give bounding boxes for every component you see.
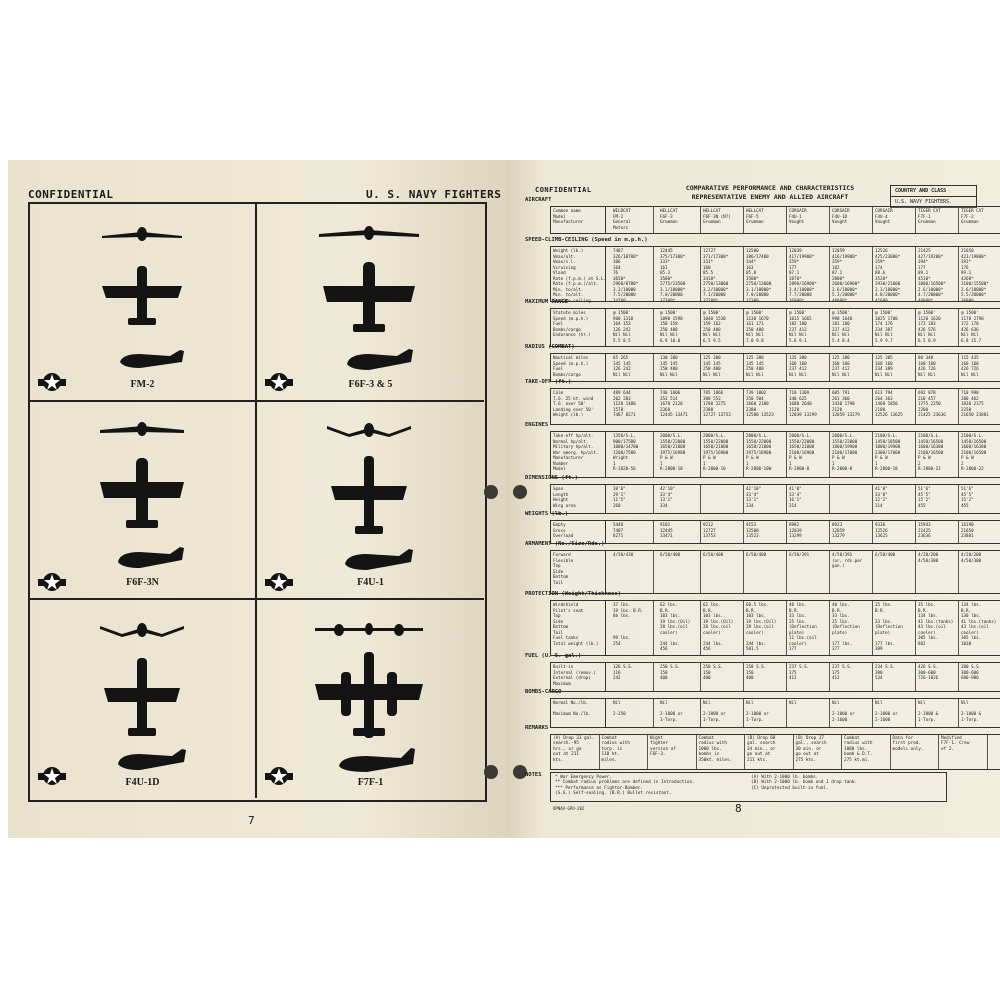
right-classification: CONFIDENTIAL: [535, 186, 592, 194]
table-cell: 4/50/430: [611, 551, 654, 593]
table-cell: 489 644 202 283 1120 1480 1570 7487 8271: [611, 389, 654, 424]
table-protection: [550, 600, 1000, 656]
comparison-title: [665, 184, 875, 202]
row-labels: Common name Model Manufacturer: [551, 207, 606, 233]
aircraft-label: F7F-1: [357, 777, 384, 788]
footer-code: OPNAV-GPO-282: [553, 806, 585, 811]
table-cell: 2100/S.L. 1450/16500 1600/16300 2100/16500 P & W 2 R-2800-22: [959, 432, 1000, 477]
table-aircraft: [550, 206, 1000, 234]
table-cell: HELLCAT F6F-3N (N?) Grumman: [701, 207, 744, 233]
table-cell: (B) Drop 68 gal. search 34 min., or go out at 211 kts.: [745, 735, 794, 769]
table-cell: 613 794 264 363 1460 1850 2100 12526 13625: [873, 389, 916, 424]
table-cell: 135 380 160 160 237 412 Nil Nil: [787, 354, 830, 381]
notes-right: (A) With 2-1000 lb. bombs. (B) With 2-1000 lb. bomb and 1 drop tank. (C) Unprotected built-in fuel.: [751, 775, 858, 791]
table-takeoff: [550, 388, 1000, 425]
table-cell: @ 1500' 1090 1590 158 158 250 400 Nil Nil 6.9 10.0: [658, 309, 701, 346]
silhouette-cell-f7f1: [257, 600, 484, 798]
table-cell: Data for first prod. models only.: [891, 735, 940, 769]
section-heading-notes: NOTES: [525, 772, 542, 778]
f4u1d-silhouettes: [30, 600, 255, 796]
table-cell: 6/50/400: [744, 551, 787, 593]
table-cell: 41'0" 33'4" 16'1" 314: [787, 485, 830, 513]
row-labels: Built-in Internal (remov.) External (drop) Maximum: [551, 663, 606, 691]
table-cell: Nil 2-1000 or 2-1600: [830, 699, 873, 727]
table-cell: 234 S.S. 300 534: [873, 663, 916, 691]
table-cell: Nil 2-1000 or 1-Torp.: [744, 699, 787, 727]
table-cell: 42'10" 33'4" 13'1" 334: [744, 485, 787, 513]
table-cell: 12500 386/17400 344* 163 85.0 3500* 2750/13000 3.1/10000* 7.0/20000 37300: [744, 247, 787, 301]
table-cell: 237 S.S. 175 412: [787, 663, 830, 691]
silhouette-cell-f4u1d: [30, 600, 257, 798]
table-cell: TIGER CAT F7F-2 Grumman: [959, 207, 1000, 233]
table-cell: @ 1500' 1025 1700 174 176 234 387 Nil Nil 5.9 9.7: [873, 309, 916, 346]
table-cell: @ 1500' 1040 1530 159 162 250 400 Nil Nil 6.5 9.5: [701, 309, 744, 346]
table-radius: [550, 353, 1000, 382]
table-cell: Combat radius with 1000 lbs. bomb & D.T. 275 kt.mi.: [842, 735, 891, 769]
aircraft-label: F4U-1D: [125, 777, 160, 788]
table-cell: 51'6" 45'5" 15'2" 455: [959, 485, 1000, 513]
section-heading-aircraft: AIRCRAFT: [525, 197, 552, 203]
title-line-1: COMPARATIVE PERFORMANCE AND CHARACTERISTICS: [685, 184, 855, 192]
notes-left: * War Emergency Power. ** Combat radius problems are defined in Introduction. *** Performance as Fighter-Bomber. (S.S.) Self-sealing. (B.R.) Bullet resistant.: [555, 775, 695, 797]
table-cell: 7487 326/10700* 306 164 76 3650* 2960/8700* 3.2/10000 7.5/20000 34700: [611, 247, 654, 301]
table-cell: 4/50/391 (or, rds.per gun.): [830, 551, 873, 593]
table-cell: 115 435 160 160 426 726 Nil Nil: [959, 354, 1000, 381]
table-cell: 740 1006 353 514 1670 2120 2360 12445 13471: [658, 389, 701, 424]
table-cell: 5448 7487 8271: [611, 521, 654, 543]
table-cell: 237 S.S. 175 412: [830, 663, 873, 691]
table-cell: @ 1500' 1120 1620 173 183 426 576 Nil Nil 6.5 8.9: [916, 309, 959, 346]
table-cell: 21650 421/19800* 391* 176 89.1 4260* 3100/15500* 2.6/10000* 5.5/20000* 36000: [959, 247, 1000, 301]
aircraft-label: F6F-3N: [126, 577, 159, 588]
table-cell: 2000/S.L. 1550/22000 1650/21000 1975/16900 P & W 1 R-2800-10W: [744, 432, 787, 477]
f7f1-silhouettes: [257, 600, 482, 796]
table-cell: 605 791 261 360 1430 1790 2120 12059 13279: [830, 389, 873, 424]
table-speed: [550, 246, 1000, 302]
row-labels: Windshield Pilot's seat Top Side Bottom Tail Fuel tanks Total weight (lb.): [551, 601, 606, 655]
table-cell: 4/20/200 4/50/300: [959, 551, 1000, 593]
table-cell: 739 1002 350 504 1660 2100 2380 12500 13523: [744, 389, 787, 424]
aircraft-label: FM-2: [130, 379, 155, 390]
left-page-number: 7: [248, 814, 255, 827]
section-heading-remarks: REMARKS: [525, 725, 549, 731]
table-cell: 8923 12059 13279: [830, 521, 873, 543]
silhouette-cell-f4u1: [257, 402, 484, 600]
fm2-silhouettes: [30, 204, 255, 400]
table-cell: 250 S.S. 150 400: [744, 663, 787, 691]
table-cell: Nil: [787, 699, 830, 727]
table-cell: 250 S.S. 150 400: [701, 663, 744, 691]
table-cell: 35 lbs. B.R. 134 lbs. 41 lbs.(tanks) 43 lbs.(oil cooler) 305 lbs. 882: [916, 601, 959, 655]
f4u1-silhouettes: [257, 402, 482, 598]
section-heading-takeoff: TAKE-OFF (ft.): [525, 379, 572, 385]
table-cell: 380 S.S. 300-600 680-980: [959, 663, 1000, 691]
table-cell: 12445 375/17300* 333* 161 85.3 3500* 2775/13500 3.1/10000* 7.0/20000 37300*: [658, 247, 701, 301]
table-cell: @ 1500' 1170 2790 172 178 426 636 Nil Nil 6.8 15.7: [959, 309, 1000, 346]
table-cell: 41'0" 33'8" 12'2" 314: [873, 485, 916, 513]
table-cell: Nil 2-1000 or 1-Torp.: [658, 699, 701, 727]
row-labels: Forward Flexible Top Side Bottom Tail: [551, 551, 606, 593]
table-cell: Modified F7F-1. Crew of 2.: [939, 735, 988, 769]
table-cell: 38'0" 29'1" 11'5" 260: [611, 485, 654, 513]
table-cell: CORSAIR F4U-1D Vought: [830, 207, 873, 233]
table-cell: 130 380 145 145 250 400 Nil Nil: [658, 354, 701, 381]
table-cell: Nil 2-250: [611, 699, 654, 727]
table-cell: 1350/S.L. 900/17500 1000/14700 1200/7500 Wright 1 R-1820-56: [611, 432, 654, 477]
table-cell: 9153 12500 13523: [744, 521, 787, 543]
section-heading-bombs: BOMBS-CARGO: [525, 689, 562, 695]
section-heading-armament: ARMAMENT (No./Size/Rds.): [525, 541, 605, 547]
table-cell: 15943 21425 23636: [916, 521, 959, 543]
table-armament: [550, 550, 1000, 594]
table-cell: @ 1500' 1130 1670 161 171 250 400 Nil Nil 7.0 9.8: [744, 309, 787, 346]
table-cell: 9101 12445 13471: [658, 521, 701, 543]
table-cell: HELLCAT F6F-3 Grumman: [658, 207, 701, 233]
table-cell: 6/50/400: [658, 551, 701, 593]
table-cell: 2000/S.L. 1550/22000 1650/21000 1975/16900 P & W 1 R-2800-10: [658, 432, 701, 477]
section-heading-speed: SPEED-CLIMB-CEILING (Speed in m.p.h.): [525, 237, 648, 243]
silhouette-cell-f6f: [257, 204, 484, 402]
section-heading-dimensions: DIMENSIONS (ft.): [525, 475, 578, 481]
country-value: U.S. NAVY FIGHTERS.: [895, 199, 953, 205]
table-cell: TIGER CAT F7F-1 Grumman: [916, 207, 959, 233]
notes-box: [550, 772, 947, 802]
table-cell: 9336 12526 13625: [873, 521, 916, 543]
table-range: [550, 308, 1000, 347]
table-cell: CORSAIR F4U-1 Vought: [787, 207, 830, 233]
table-cell: 51'6" 45'5" 15'2" 455: [916, 485, 959, 513]
table-cell: 125 385 160 160 234 389 Nil Nil: [873, 354, 916, 381]
table-cell: 710 990 200 462 1830 2375 2250 21650 23881: [959, 389, 1000, 424]
table-cell: 12727 371/17300* 331* 160 85.5 3410* 2750/13000 3.2/10000* 7.1/20000 37200*: [701, 247, 744, 301]
binder-hole: [484, 765, 498, 779]
table-cell: Nil 2-1000 & 1-Torp.: [959, 699, 1000, 727]
table-cell: 6/50/400: [873, 551, 916, 593]
table-cell: 785 1066 380 553 1780 2275 2380 12727 13753: [701, 389, 744, 424]
table-cell: 80 340 160 160 426 726 Nil Nil: [916, 354, 959, 381]
table-cell: @ 1500' 900 1310 164 153 126 242 Nil Nil 5.5 8.5: [611, 309, 654, 346]
table-cell: 125 380 160 160 237 412 Nil Nil: [830, 354, 873, 381]
row-labels: Empty Gross Overload: [551, 521, 606, 543]
right-page-number: 8: [735, 802, 742, 815]
aircraft-silhouette-grid: [28, 202, 487, 802]
table-cell: 12039 417/19900* 359* 177 87.1 3870* 2890/16900* 3.4/10000* 7.7/20000 36900*: [787, 247, 830, 301]
table-cell: 65 265 145 145 126 242 Nil Nil: [611, 354, 654, 381]
table-cell: 42'10" 33'4" 13'1" 334: [658, 485, 701, 513]
table-cell: 62 lbs. B.R. 103 lbs. 19 lbs.(Oil) 28 lbs.(oil cooler) 244 lbs. 456: [701, 601, 744, 655]
right-page: [505, 160, 1000, 838]
table-fuel: [550, 662, 1000, 692]
section-heading-fuel: FUEL (U. S. gal.): [525, 653, 582, 659]
table-cell: @ 1500' 1015 1665 182 180 237 412 Nil Nil 5.6 9.1: [787, 309, 830, 346]
table-cell: 4/20/200 4/50/300: [916, 551, 959, 593]
f6f3n-silhouettes: [30, 402, 255, 598]
left-header-title: U. S. NAVY FIGHTERS: [366, 188, 502, 201]
section-heading-protection: PROTECTION (Weight/Thickness): [525, 591, 622, 597]
table-cell: 62 lbs. B.R. 103 lbs. 19 lbs.(Oil) 28 lbs.(oil cooler) 244 lbs. 456: [658, 601, 701, 655]
f6f-silhouettes: [257, 204, 482, 400]
row-labels: Weight (lb.) Vmax/alt. Vmax/s.l. Vcruising Vland Rate (f.p.m.) at S.L. Rate (f.p.m.)/alt. Min. to/alt. Min. to/alt. Service ceiling: [553, 248, 606, 303]
table-cell: 21425 427/19200* 394* 177 89.1 4530* 3000/16500* 2.6/10000* 4.7/20000* 40000*: [916, 247, 959, 301]
silhouette-cell-fm2: [30, 204, 257, 402]
table-cell: 125 380 145 145 250 400 Nil Nil: [744, 354, 787, 381]
table-cell: 12526 425/23000* 359* 174 88.6 3520* 2930/21000 2.3/10000* 4.8/20000* 41600: [873, 247, 916, 301]
table-cell: Night fighter version of F6F-3.: [648, 735, 697, 769]
left-page: [8, 160, 505, 838]
table-cell: 16190 21650 23881: [959, 521, 1000, 543]
section-heading-radius: RADIUS (COMBAT): [525, 344, 575, 350]
table-cell: Nil 2-1000 or 2-1600: [873, 699, 916, 727]
table-cell: WILDCAT FM-2 General Motors: [611, 207, 654, 233]
table-cell: 126 S.S. 116 242: [611, 663, 654, 691]
table-cell: 40 lbs. B.R. 33 lbs. 25 lbs. (Deflection plate) 177 lbs. 377: [830, 601, 873, 655]
table-cell: 2100/S.L. 1450/18500 1800/19900 2300/17000 P & W 1 R-2800-18: [873, 432, 916, 477]
row-labels: Span Length Height Wing area: [551, 485, 606, 513]
row-labels: Nautical miles Speed (m.p.h.) Fuel Bombs/cargo: [551, 354, 606, 381]
table-engines: [550, 431, 1000, 478]
table-cell: 125 380 145 145 250 400 Nil Nil: [701, 354, 744, 381]
table-cell: 6/50/391: [787, 551, 830, 593]
section-heading-range: MAXIMUM RANGE: [525, 299, 569, 305]
table-bombs: [550, 698, 1000, 728]
title-line-2: REPRESENTATIVE ENEMY AND ALLIED AIRCRAFT: [691, 193, 849, 201]
country-class-box: [890, 185, 977, 208]
table-weights: [550, 520, 1000, 544]
table-cell: 6/50/400: [701, 551, 744, 593]
table-cell: 8982 12039 13299: [787, 521, 830, 543]
document-spread: [8, 160, 1000, 838]
table-cell: 9212 12727 13753: [701, 521, 744, 543]
table-cell: 710 1309 340 625 1680 2640 2120 12039 13299: [787, 389, 830, 424]
table-cell: 40 lbs. B.R. 33 lbs. 25 lbs. (Deflection plate) 11 lbs.(oil cooler) 177: [787, 601, 830, 655]
country-label: COUNTRY AND CLASS: [891, 186, 976, 197]
table-cell: 134 lbs. B.R. 130 lbs. 41 lbs.(tanks) 43 lbs.(oil cooler) 305 lbs. 1030: [959, 601, 1000, 655]
table-cell: 250 S.S. 150 400: [658, 663, 701, 691]
table-cell: 426 S.S. 300-600 726-1026: [916, 663, 959, 691]
table-cell: 2000/S.L. 1550/22000 1650/21000 2100/16900 P & W 1 R-2800-8: [787, 432, 830, 477]
aircraft-label: F4U-1: [357, 577, 384, 588]
table-remarks: [550, 734, 1000, 770]
row-labels: Take-off hp/alt. Normal hp/alt. Military hp/alt. War emerg. hp/alt. Manufacturer Number Model: [551, 432, 606, 477]
binder-hole: [513, 485, 527, 499]
table-cell: Combat radius with 1000 lbs. bombs is 350kt. miles.: [697, 735, 746, 769]
table-cell: 37 lbs. 19 lbs. B.R. 8b lbs. 99 lbs. 254: [611, 601, 654, 655]
section-heading-engines: ENGINES: [525, 422, 549, 428]
section-heading-weights: WEIGHTS (lb.): [525, 511, 569, 517]
table-cell: @ 1500' 990 1640 181 180 237 412 Nil Nil 5.4 8.4: [830, 309, 873, 346]
table-cell: (B) Drop 17 gal., search 30 min. or go out at 275 kts.: [794, 735, 843, 769]
table-cell: HELLCAT F6F-5 Grumman: [744, 207, 787, 233]
row-labels: Statute miles Speed (m.p.h.) Fuel Bombs/cargo Endurance (hr.): [551, 309, 606, 346]
table-cell: [701, 485, 744, 513]
table-cell: Nil 2-1000 or 1-Torp.: [701, 699, 744, 727]
table-cell: CORSAIR F4U-4 Vought: [873, 207, 916, 233]
silhouette-cell-f6f3n: [30, 402, 257, 600]
table-cell: 2100/S.L. 1450/16500 1600/16300 2100/16500 P & W 2 R-2800-22: [916, 432, 959, 477]
binder-hole: [484, 485, 498, 499]
table-cell: 60.5 lbs. B.R. 103 lbs. 19 lbs.(Oil) 28 lbs.(oil cooler) 244 lbs. 501.5: [744, 601, 787, 655]
table-cell: Combat radius with torp. is 110 kt. miles.: [600, 735, 649, 769]
table-cell: 12059 416/19900* 359* 182 87.1 2800* 2600/16900* 2.6/10000* 5.3/20000* 40000*: [830, 247, 873, 301]
table-cell: Nil 2-1000 & 1-Torp.: [916, 699, 959, 727]
row-labels: Calm T.O. 25 kt. wind T.O. over 50' Landing over 50' Weight (lb.): [551, 389, 606, 424]
table-cell: (A) Drop 33 gal. search.-95 hrs., or go out at 211 kts.: [551, 735, 600, 769]
row-labels: Normal No./lb. Maximum No./lb.: [551, 699, 606, 727]
table-dimensions: [550, 484, 1000, 514]
table-cell: 35 lbs. B.R. 33 lbs. (Deflection plate) 177 lbs. 389: [873, 601, 916, 655]
aircraft-label: F6F-3 & 5: [348, 379, 393, 390]
table-cell: 692 878 210 457 1775 2250 2200 21425 23636: [916, 389, 959, 424]
left-classification: CONFIDENTIAL: [28, 188, 114, 201]
table-cell: 2000/S.L. 1550/22000 1800/19900 2100/17000 P & W 1 R-2800-8: [830, 432, 873, 477]
table-cell: [830, 485, 873, 513]
table-cell: 2000/S.L. 1550/22000 1650/21000 1975/16900 P & W 1 R-2800-10: [701, 432, 744, 477]
